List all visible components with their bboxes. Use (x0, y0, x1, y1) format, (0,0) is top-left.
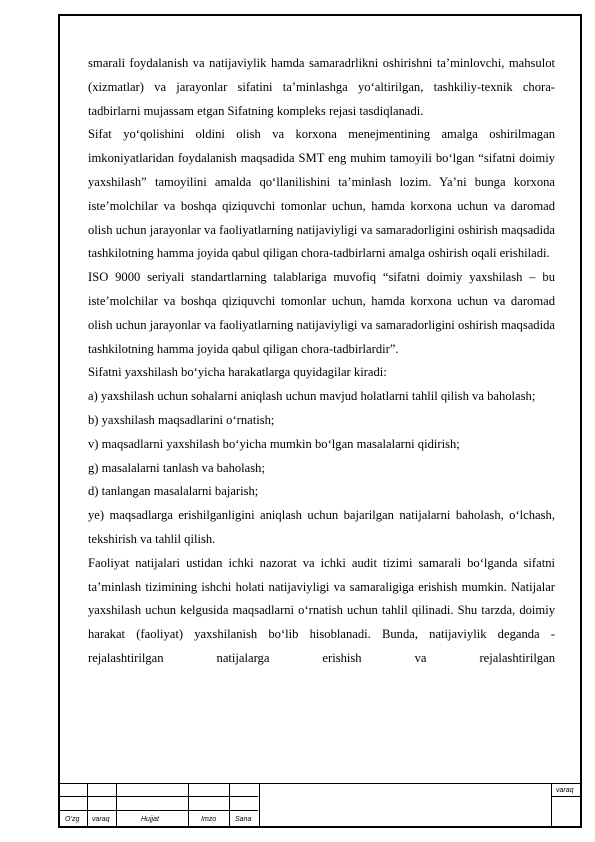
paragraph-3: ISO 9000 seriyali standartlarning talablariga muvofiq “sifatni doimiy yaxshilash – bu iste’molchilar va boshqa qiziquvchi tomonlar uchun, hamda korxona uchun va daromad olish uchun jarayonlar va faoliyatlarning natijaviyligi va samaradorligini oshirish maqsadida tashkilotning hamma joyida qabul qiligan chora-tadbirlardir”. (88, 270, 555, 356)
label-varaq-sheet: varaq (556, 787, 574, 794)
list-item-ye: ye) maqsadlarga erishilganligini aniqlash uchun bajarilgan natijalarni baholash, o‘lchash, tekshirish va tahlil qilish. (88, 508, 555, 546)
title-block (58, 783, 582, 828)
document-body (88, 52, 555, 671)
paragraph-5: Faoliyat natijalari ustidan ichki nazorat va ichki audit tizimi samarali bo‘lganda sifatni ta’minlash tizimining ishchi holati natijaviyligi va samaraligiga erishish mumkin. Natijalar yaxshilash uchun kelgusida maqsadlarni o‘rnatish uchun tahlil qilinadi. Shu tarzda, doimiy harakat (faoliyat) yaxshilanish bo‘lib hisoblanadi. Bunda, natijaviylik deganda - rejalashtirilgan natijalarga erishish va rejalashtirilgan (88, 555, 555, 665)
label-hujjat: Hujjat (141, 816, 159, 823)
column-title (260, 783, 552, 828)
label-imzo: Imzo (201, 816, 217, 823)
title-block-sheet-line (552, 796, 582, 797)
list-item-a: a) yaxshilash uchun sohalarni aniqlash uchun mavjud holatlarni tahlil qilish va baholash; (88, 389, 536, 404)
paragraph-1: smarali foydalanish va natijaviylik hamda samaradrlikni oshirishni ta’minlovchi, mahsulot (xizmatlar) va jarayonlar sifatini ta’minlashga yo‘altirilgan, tashkiliy-texnik chora-tadbirlarni mujassam etgan Sifatning kompleks rejasi tasdiqlanadi. (88, 56, 555, 118)
list-item-g: g) masalalarni tanlash va baholash; (88, 460, 265, 475)
label-ozg: O‘zg (65, 816, 80, 823)
paragraph-2: Sifat yo‘qolishini oldini olish va korxona menejmentining amalga oshirilmagan imkoniyatlaridan foydalanish maqsadida SMT eng muhim tamoyili bo‘lgan “sifatni doimiy yaxshilash” tamoyilini amalda qo‘llanilishini ta’minlash lozim. Ya’ni bunga korxona iste’molchilar va boshqa qiziquvchi tomonlar uchun, hamda korxona uchun va daromad olish uchun jarayonlar va faoliyatlarning natijaviyligi va samaradorligini oshirish maqsadida tashkilotning hamma joyida qabul qiligan chora-tadbirlarni amalga oshirish oqali erishiladi. (88, 127, 555, 261)
paragraph-4: Sifatni yaxshilash bo‘yicha harakatlarga quyidagilar kiradi: (88, 365, 387, 380)
list-item-d: d) tanlangan masalalarni bajarish; (88, 484, 259, 499)
list-item-v: v) maqsadlarni yaxshilash bo‘yicha mumkin bo‘lgan masalalarni qidirish; (88, 436, 460, 451)
label-varaq: varaq (92, 816, 110, 823)
label-sana: Sana (235, 816, 252, 823)
list-item-b: b) yaxshilash maqsadlarini o‘rnatish; (88, 412, 275, 427)
